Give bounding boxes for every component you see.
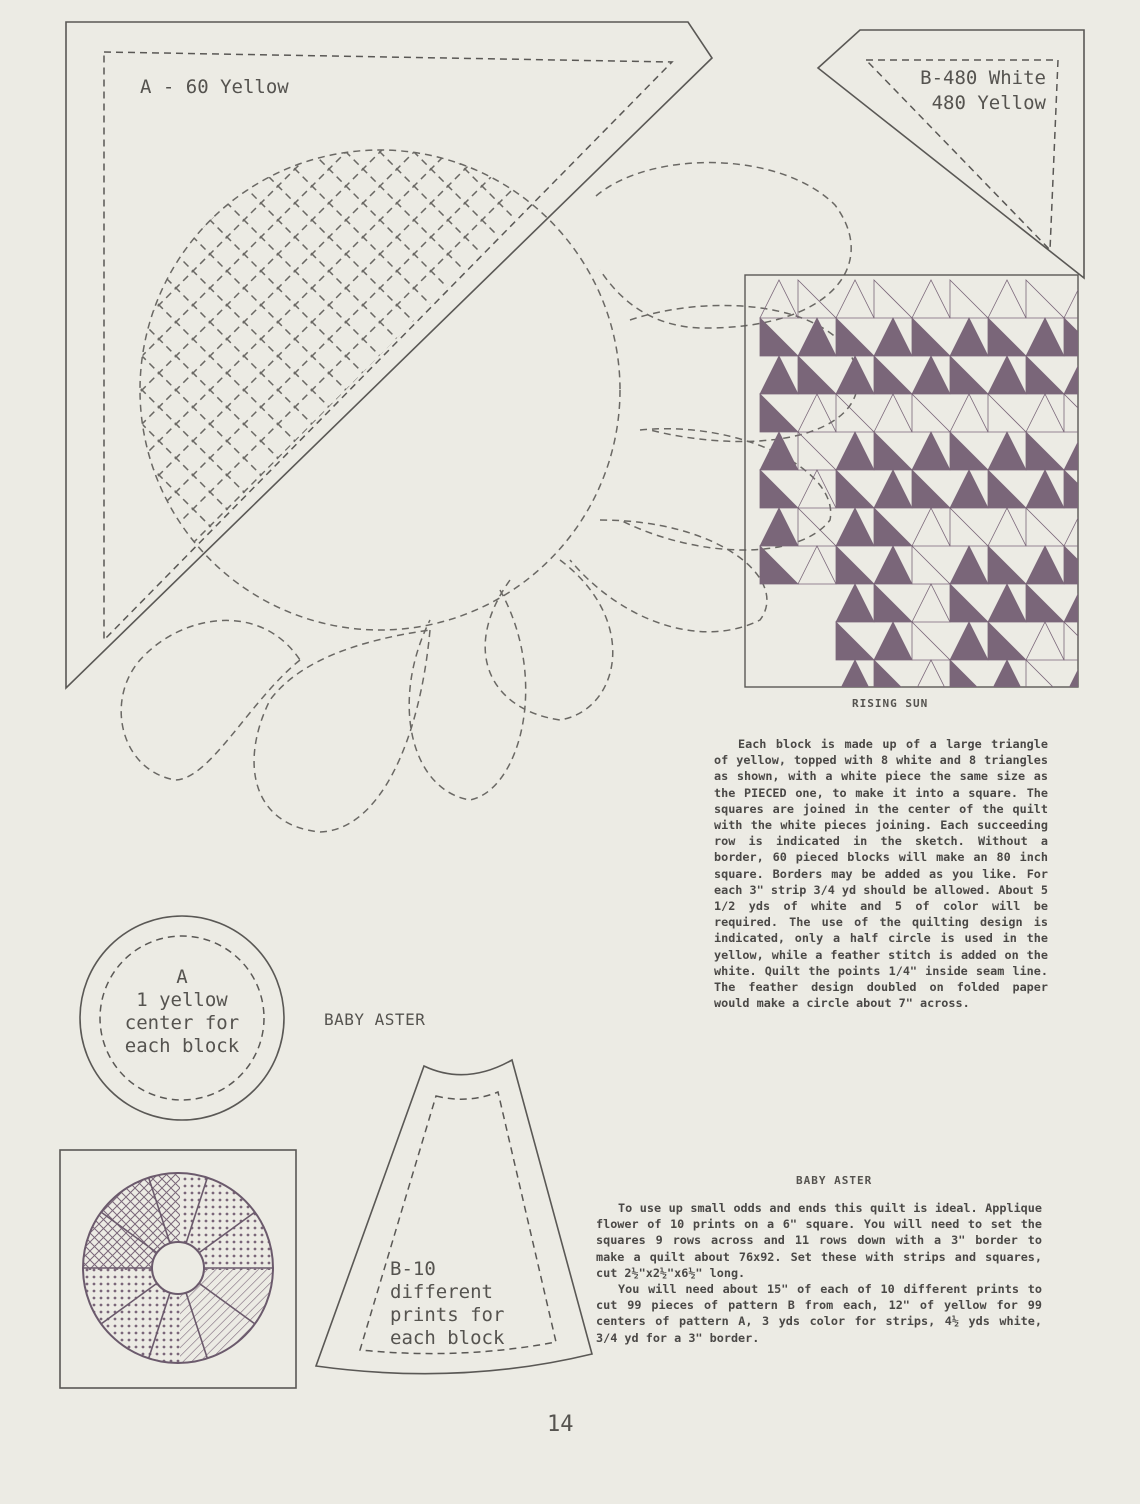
circle-label-line3: center for [124, 1012, 240, 1034]
baby-aster-diagram-label: BABY ASTER [324, 1010, 426, 1029]
piece-b-label [920, 66, 1046, 116]
baby-aster-block-illustration [60, 1150, 296, 1388]
page-number: 14 [547, 1412, 574, 1437]
wedge-label-line2: different [390, 1281, 493, 1303]
wedge-label-line3: prints for [390, 1304, 505, 1326]
rising-sun-title: RISING SUN [852, 697, 929, 710]
piece-b-label-line2: 480 Yellow [931, 92, 1046, 114]
rising-sun-block-illustration [745, 275, 1140, 736]
wedge-label-line1: B-10 [390, 1258, 436, 1280]
piece-b-label-line1: B-480 White [920, 67, 1046, 89]
circle-label-line4: each block [124, 1035, 240, 1057]
circle-label-line2: 1 yellow [136, 989, 228, 1011]
rising-sun-instructions: Each block is made up of a large triangle of yellow, topped with 8 white and 8 triangles as shown, with a white piece the same size as the PIECED one, to make it into a square. The squares are joined in the center of the quilt with the white pieces joining. Each succeeding row is indicated in the sketch. Without a border, 60 pieced blocks will make an 80 inch square. Borders may be added as you like. For each 3" strip 3/4 yd should be allowed. About 5 1/2 yds of white and 5 of color will be required. The use of the quilting design is indicated, only a half circle is used in the yellow, while a feather stitch is added on the white. Quilt the points 1/4" inside seam line. The feather design doubled on folded paper would make a circle about 7" across. [714, 737, 1048, 1011]
circle-label-line1: A [176, 966, 188, 988]
piece-a-label: A - 60 Yellow [140, 76, 289, 98]
baby-aster-paragraph-2: You will need about 15" of each of 10 different prints to cut 99 pieces of pattern B from each, 12" of yellow for 99 centers of pattern A, 3 yds color for strips, 4½ yds white, 3/4 yd for a 3" border. [596, 1282, 1042, 1345]
circle-piece-label [94, 966, 270, 1058]
wedge-label-line4: each block [390, 1327, 505, 1349]
feather-quilting [121, 163, 858, 832]
wedge-piece-label [390, 1258, 504, 1350]
baby-aster-instructions [596, 1200, 1042, 1346]
baby-aster-title: BABY ASTER [796, 1174, 873, 1187]
piece-a-triangle [66, 22, 712, 688]
baby-aster-paragraph-1: To use up small odds and ends this quilt is ideal. Applique flower of 10 prints on a 6" square. You will need to set the squares 9 rows across and 11 rows down with a 3" border to make a quilt about 76x92. Set these with strips and squares, cut 2½"x2½"x6½" long. [596, 1201, 1042, 1280]
